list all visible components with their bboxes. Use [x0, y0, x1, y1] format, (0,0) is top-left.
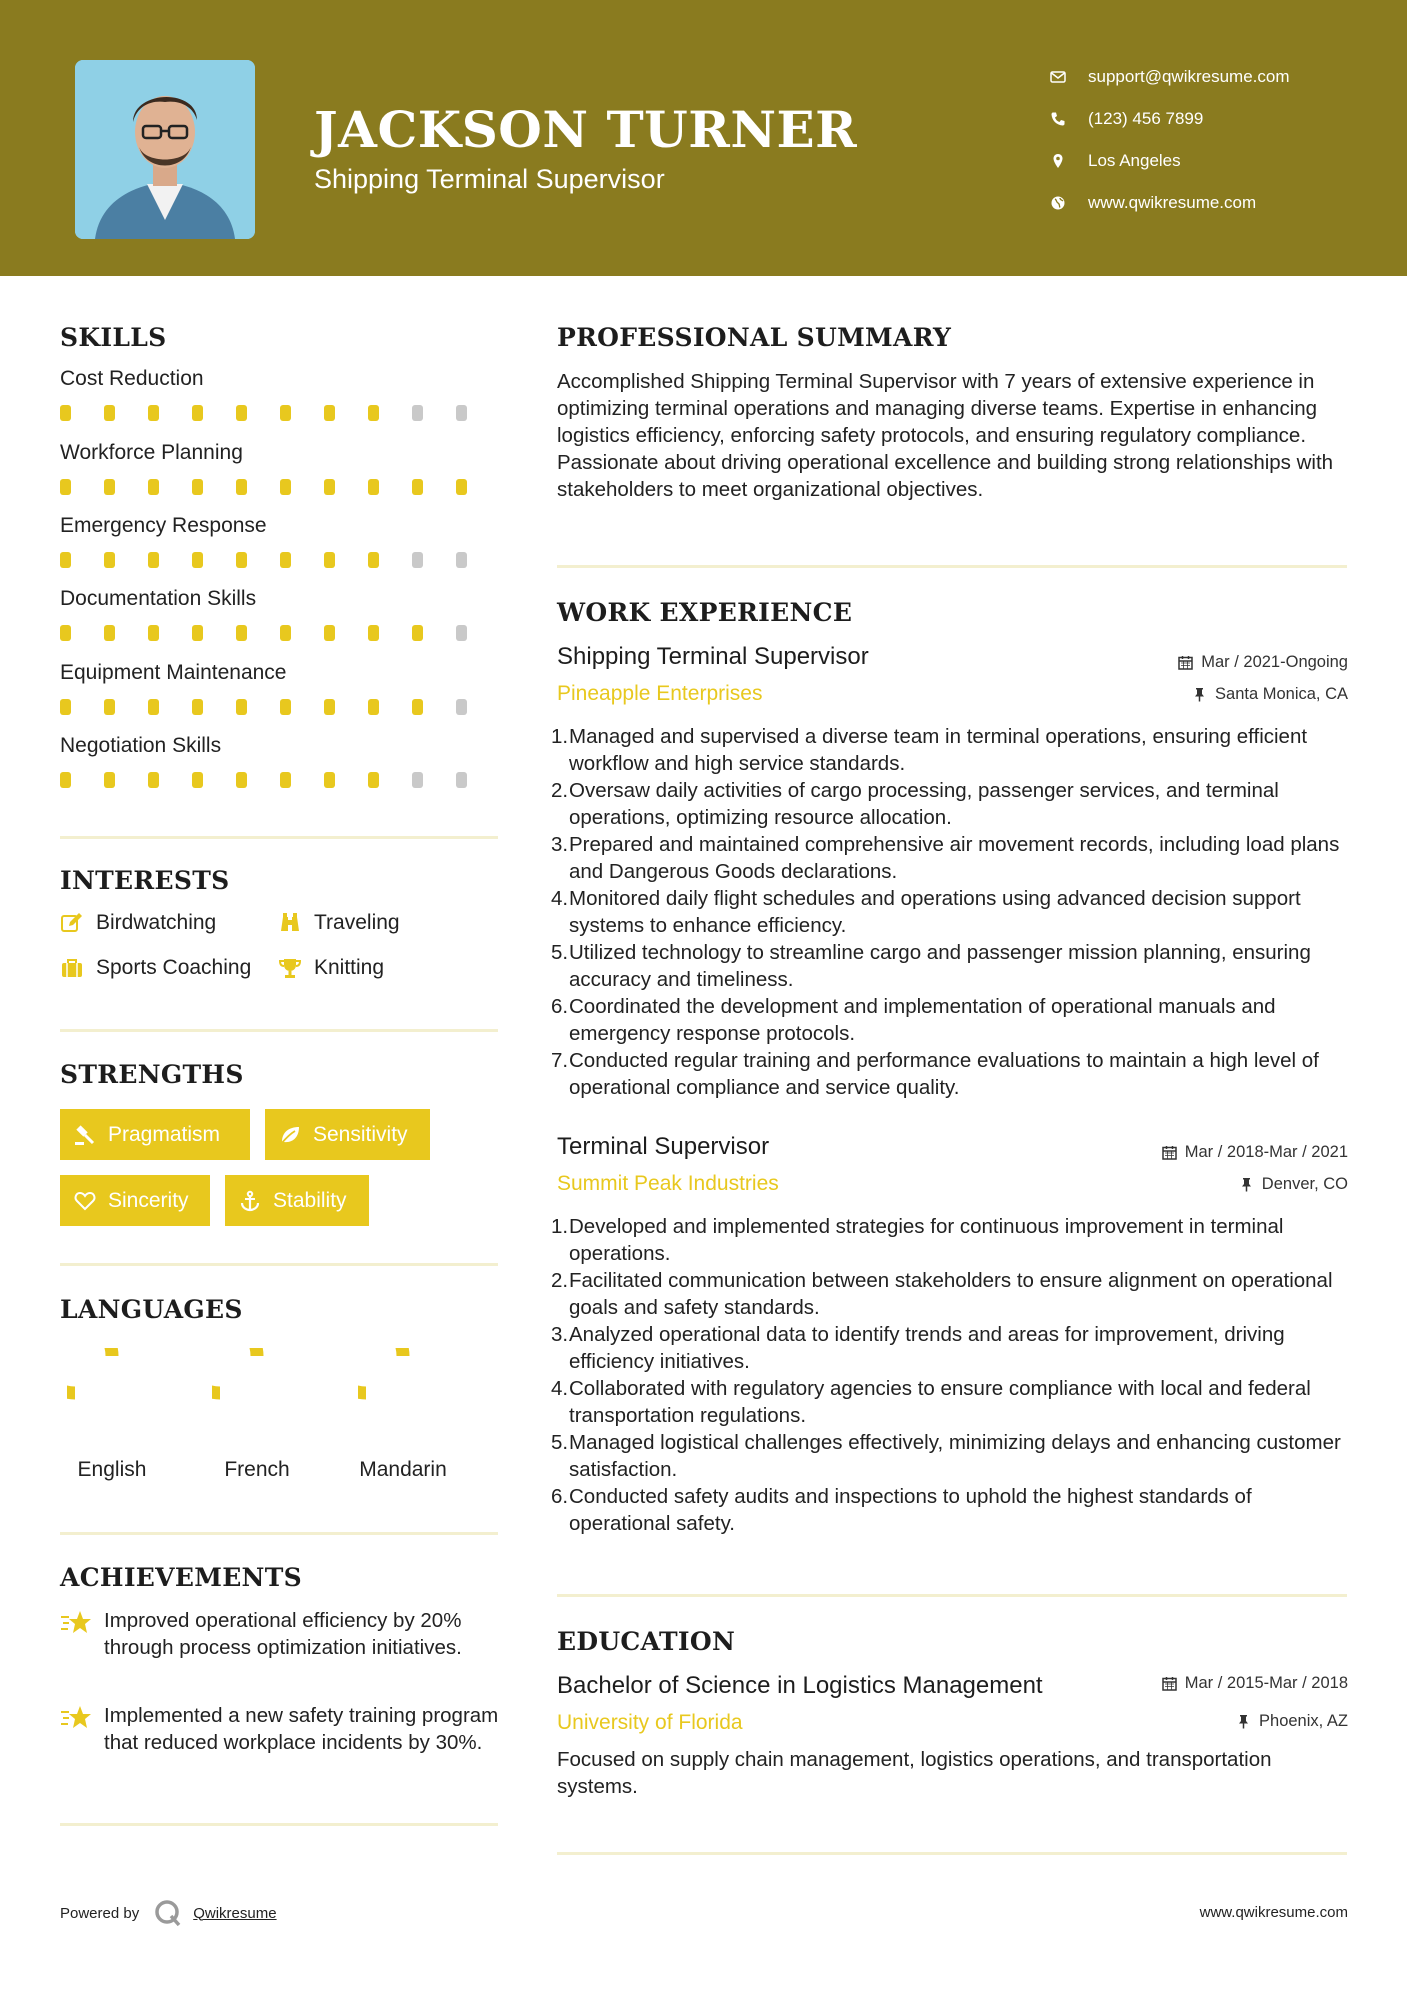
- job-dates: [1162, 1143, 1348, 1162]
- skill-dot-filled: [412, 625, 423, 641]
- language-arc: [67, 1348, 112, 1393]
- skill-item: [60, 734, 500, 788]
- duty-item: 2. Oversaw daily activities of cargo processing, passenger services, and terminal operations, optimizing resource allocation.: [557, 777, 1357, 831]
- interest-item: [278, 956, 384, 980]
- skill-dot-filled: [236, 479, 247, 495]
- pushpin-icon: [1236, 1714, 1251, 1729]
- section-divider: [60, 1029, 498, 1032]
- duty-list: [551, 723, 1357, 1101]
- skill-dot-filled: [192, 772, 203, 788]
- skill-dot-filled: [192, 699, 203, 715]
- achievement-item: [60, 1607, 500, 1661]
- duty-text: Prepared and maintained comprehensive air movement records, including load plans and Dangerous Goods declarations.: [569, 833, 1340, 883]
- envelope-icon: [1050, 69, 1066, 85]
- duty-text: Conducted safety audits and inspections to uphold the highest standards of operational safety.: [569, 1485, 1252, 1535]
- strength-badge: [60, 1175, 210, 1226]
- contact-location-text: Los Angeles: [1088, 151, 1181, 170]
- skill-dot-filled: [148, 625, 159, 641]
- duty-item: 1. Managed and supervised a diverse team in terminal operations, ensuring efficient workflow and high service standards.: [557, 723, 1357, 777]
- footer-branding: [60, 1898, 277, 1928]
- trophy-icon: [278, 956, 302, 980]
- candidate-name: JACKSON TURNER: [314, 100, 858, 159]
- strength-badge: [225, 1175, 369, 1226]
- company-name: Summit Peak Industries: [557, 1172, 779, 1195]
- interest-item: [60, 956, 251, 980]
- achievement-text: Improved operational efficiency by 20% through process optimization initiatives.: [104, 1609, 462, 1659]
- skill-dot-filled: [412, 699, 423, 715]
- contact-location: [1050, 140, 1290, 182]
- pushpin-icon: [1192, 687, 1207, 702]
- job-location-text: Denver, CO: [1261, 1175, 1348, 1193]
- section-divider: [60, 1823, 498, 1826]
- duty-item: 2. Facilitated communication between stakeholders to ensure alignment on operational goals and safety standards.: [557, 1267, 1357, 1321]
- skill-dot-filled: [456, 479, 467, 495]
- skill-dot-filled: [368, 772, 379, 788]
- skill-dot-filled: [148, 699, 159, 715]
- duty-text: Analyzed operational data to identify trends and areas for improvement, driving efficiency initiatives.: [569, 1323, 1285, 1373]
- skill-dot-filled: [280, 699, 291, 715]
- skill-name: Negotiation Skills: [60, 734, 222, 757]
- candidate-title: Shipping Terminal Supervisor: [314, 164, 665, 194]
- profile-photo: [75, 60, 255, 239]
- duty-item: 1. Developed and implemented strategies for continuous improvement in terminal operations.: [557, 1213, 1357, 1267]
- skill-dot-filled: [324, 699, 335, 715]
- strength-badge: [265, 1109, 430, 1160]
- education-heading: EDUCATION: [557, 1627, 736, 1656]
- job-title: Shipping Terminal Supervisor: [557, 643, 869, 670]
- skill-dot-filled: [236, 772, 247, 788]
- anchor-icon: [239, 1190, 261, 1212]
- interest-item: [278, 911, 400, 935]
- duty-item: 3. Analyzed operational data to identify trends and areas for improvement, driving efficiency initiatives.: [557, 1321, 1357, 1375]
- duty-text: Facilitated communication between stakeholders to ensure alignment on operational goals and safety standards.: [569, 1269, 1333, 1319]
- interest-label: Sports Coaching: [96, 956, 252, 979]
- duty-text: Conducted regular training and performance evaluations to maintain a high level of operational compliance and service quality.: [569, 1049, 1319, 1099]
- skill-dot-filled: [192, 625, 203, 641]
- languages-heading: LANGUAGES: [60, 1295, 243, 1324]
- skill-dot-filled: [148, 479, 159, 495]
- section-divider: [557, 1594, 1347, 1597]
- education-dates-text: Mar / 2015-Mar / 2018: [1184, 1674, 1348, 1692]
- header-banner: [0, 0, 1407, 276]
- language-gauge: [358, 1348, 448, 1438]
- skill-dot-filled: [368, 552, 379, 568]
- skill-dot-filled: [324, 625, 335, 641]
- language-gauge: [212, 1348, 302, 1438]
- job-title: Terminal Supervisor: [557, 1133, 770, 1160]
- calendar-icon: [1178, 655, 1193, 670]
- skill-dot-filled: [192, 479, 203, 495]
- language-item: [202, 1348, 312, 1482]
- interest-item: [60, 911, 216, 935]
- job-dates-text: Mar / 2021-Ongoing: [1201, 653, 1348, 671]
- skill-dot-filled: [324, 552, 335, 568]
- skill-item: [60, 661, 500, 715]
- skill-dot-filled: [368, 479, 379, 495]
- skill-rating: [60, 405, 500, 421]
- experience-heading: WORK EXPERIENCE: [557, 598, 853, 627]
- skill-dot-filled: [236, 625, 247, 641]
- interest-label: Knitting: [314, 956, 385, 979]
- contact-phone[interactable]: [1050, 98, 1290, 140]
- education-location: [1236, 1712, 1348, 1731]
- skill-dot-empty: [456, 552, 467, 568]
- skill-dot-filled: [324, 772, 335, 788]
- skill-dot-filled: [104, 772, 115, 788]
- skill-dot-filled: [236, 552, 247, 568]
- contact-website-text: www.qwikresume.com: [1088, 193, 1257, 212]
- summary-text: Accomplished Shipping Terminal Supervisor with 7 years of extensive experience in optimizing terminal operations and managing diverse teams. Expertise in enhancing logistics efficiency, enforcing safety protocols, and ensuring regulatory compliance. Passionate about driving operational excellence and building strong relationships with stakeholders to meet organizational objectives.: [557, 370, 1334, 501]
- language-label: Mandarin: [359, 1458, 447, 1481]
- section-divider: [60, 1263, 498, 1266]
- leaf-icon: [279, 1124, 301, 1146]
- heart-icon: [74, 1190, 96, 1212]
- duty-text: Managed and supervised a diverse team in terminal operations, ensuring efficient workflow and high service standards.: [569, 725, 1308, 775]
- skill-dot-filled: [368, 699, 379, 715]
- skill-dot-filled: [60, 405, 71, 421]
- duty-item: 4. Collaborated with regulatory agencies to ensure compliance with local and federal transportation regulations.: [557, 1375, 1357, 1429]
- skill-item: [60, 367, 500, 421]
- skill-dot-empty: [412, 772, 423, 788]
- contact-phone-text: (123) 456 7899: [1088, 109, 1204, 128]
- duty-item: 7. Conducted regular training and performance evaluations to maintain a high level of operational compliance and service quality.: [557, 1047, 1357, 1101]
- skill-dot-empty: [412, 405, 423, 421]
- map-pin-icon: [1050, 153, 1066, 169]
- skill-dot-filled: [280, 479, 291, 495]
- skill-name: Workforce Planning: [60, 441, 243, 464]
- skill-rating: [60, 552, 500, 568]
- duty-text: Monitored daily flight schedules and operations using advanced decision support systems to enhance efficiency.: [569, 887, 1301, 937]
- skill-dot-filled: [280, 405, 291, 421]
- duty-text: Managed logistical challenges effectively, minimizing delays and enhancing customer satisfaction.: [569, 1431, 1341, 1481]
- skill-item: [60, 587, 500, 641]
- skill-dot-filled: [148, 772, 159, 788]
- skill-dot-filled: [280, 772, 291, 788]
- skill-dot-empty: [456, 699, 467, 715]
- strength-label: Sensitivity: [313, 1122, 408, 1146]
- job-location: [1192, 685, 1348, 704]
- skill-dot-filled: [192, 405, 203, 421]
- skill-dot-filled: [104, 699, 115, 715]
- skill-name: Equipment Maintenance: [60, 661, 287, 684]
- interest-label: Traveling: [314, 911, 400, 934]
- skill-dot-filled: [236, 405, 247, 421]
- skill-dot-filled: [148, 405, 159, 421]
- skills-heading: SKILLS: [60, 323, 167, 352]
- duty-item: 6. Conducted safety audits and inspections to uphold the highest standards of operational safety.: [557, 1483, 1357, 1537]
- education-dates: [1162, 1674, 1348, 1693]
- skill-dot-filled: [60, 625, 71, 641]
- duty-item: 5. Utilized technology to streamline cargo and passenger mission planning, ensuring accuracy and timeliness.: [557, 939, 1357, 993]
- briefcase-icon: [60, 956, 84, 980]
- brand-link[interactable]: Qwikresume: [193, 1904, 277, 1922]
- contact-email-text: support@qwikresume.com: [1088, 67, 1290, 86]
- language-gauge: [67, 1348, 157, 1438]
- skill-dot-filled: [280, 552, 291, 568]
- skill-dot-filled: [104, 479, 115, 495]
- language-arc: [358, 1348, 403, 1393]
- interests-heading: INTERESTS: [60, 866, 230, 895]
- skill-dot-filled: [60, 772, 71, 788]
- skill-item: [60, 514, 500, 568]
- skill-dot-filled: [368, 405, 379, 421]
- skill-rating: [60, 479, 500, 495]
- star-icon: [60, 1609, 92, 1637]
- language-label: French: [224, 1458, 290, 1481]
- duty-text: Developed and implemented strategies for continuous improvement in terminal operations.: [569, 1215, 1284, 1265]
- skill-dot-empty: [412, 552, 423, 568]
- section-divider: [60, 1532, 498, 1535]
- skill-dot-filled: [104, 625, 115, 641]
- skill-dot-empty: [456, 772, 467, 788]
- degree-title: Bachelor of Science in Logistics Management: [557, 1672, 1043, 1699]
- calendar-icon: [1162, 1145, 1177, 1160]
- duty-text: Utilized technology to streamline cargo and passenger mission planning, ensuring accuracy and timeliness.: [569, 941, 1311, 991]
- skill-dot-empty: [456, 625, 467, 641]
- duty-list: [551, 1213, 1357, 1537]
- strength-label: Pragmatism: [108, 1122, 221, 1146]
- strength-label: Sincerity: [108, 1188, 189, 1212]
- duty-item: 6. Coordinated the development and implementation of operational manuals and emergency response protocols.: [557, 993, 1357, 1047]
- language-label: English: [77, 1458, 147, 1481]
- star-icon: [60, 1704, 92, 1732]
- achievements-heading: ACHIEVEMENTS: [60, 1563, 302, 1592]
- pushpin-icon: [1239, 1177, 1254, 1192]
- phone-icon: [1050, 111, 1066, 127]
- binoculars-icon: [278, 911, 302, 935]
- calendar-icon: [1162, 1676, 1177, 1691]
- section-divider: [60, 836, 498, 839]
- summary-heading: PROFESSIONAL SUMMARY: [557, 323, 952, 352]
- gavel-icon: [74, 1124, 96, 1146]
- duty-text: Coordinated the development and implementation of operational manuals and emergency response protocols.: [569, 995, 1276, 1045]
- powered-by-text: Powered by: [60, 1904, 140, 1922]
- strength-badge: [60, 1109, 250, 1160]
- skill-name: Cost Reduction: [60, 367, 204, 390]
- skill-dot-filled: [280, 625, 291, 641]
- job-location: [1239, 1175, 1348, 1194]
- duty-item: 4. Monitored daily flight schedules and operations using advanced decision support systems to enhance efficiency.: [557, 885, 1357, 939]
- strength-label: Stability: [273, 1188, 347, 1212]
- skill-item: [60, 441, 500, 495]
- interest-label: Birdwatching: [96, 911, 217, 934]
- footer-website[interactable]: www.qwikresume.com: [1199, 1904, 1348, 1921]
- strengths-heading: STRENGTHS: [60, 1060, 244, 1089]
- job-dates: [1178, 653, 1348, 672]
- skill-dot-filled: [192, 552, 203, 568]
- duty-text: Collaborated with regulatory agencies to ensure compliance with local and federal transportation regulations.: [569, 1377, 1311, 1427]
- skill-dot-filled: [324, 405, 335, 421]
- achievement-text: Implemented a new safety training program that reduced workplace incidents by 30%.: [104, 1704, 499, 1754]
- skill-dot-filled: [148, 552, 159, 568]
- language-item: [348, 1348, 458, 1482]
- skill-rating: [60, 625, 500, 641]
- skill-dot-filled: [60, 699, 71, 715]
- qwikresume-logo-icon: [153, 1898, 183, 1928]
- skill-dot-filled: [236, 699, 247, 715]
- education-description: Focused on supply chain management, logistics operations, and transportation systems.: [557, 1748, 1272, 1798]
- language-arc: [212, 1348, 257, 1393]
- skill-dot-empty: [456, 405, 467, 421]
- contact-info: [1050, 56, 1290, 224]
- contact-website[interactable]: [1050, 182, 1290, 224]
- education-location-text: Phoenix, AZ: [1259, 1712, 1348, 1730]
- duty-text: Oversaw daily activities of cargo processing, passenger services, and terminal operations, optimizing resource allocation.: [569, 779, 1279, 829]
- skill-dot-filled: [60, 479, 71, 495]
- job-dates-text: Mar / 2018-Mar / 2021: [1184, 1143, 1348, 1161]
- skill-dot-filled: [104, 552, 115, 568]
- language-item: [57, 1348, 167, 1482]
- achievement-item: [60, 1702, 500, 1756]
- job-location-text: Santa Monica, CA: [1215, 685, 1348, 703]
- duty-item: 5. Managed logistical challenges effectively, minimizing delays and enhancing customer satisfaction.: [557, 1429, 1357, 1483]
- school-name: University of Florida: [557, 1711, 743, 1734]
- globe-icon: [1050, 195, 1066, 211]
- skill-dot-filled: [412, 479, 423, 495]
- skill-rating: [60, 772, 500, 788]
- section-divider: [557, 1852, 1347, 1855]
- skill-dot-filled: [60, 552, 71, 568]
- skill-dot-filled: [368, 625, 379, 641]
- skill-rating: [60, 699, 500, 715]
- company-name: Pineapple Enterprises: [557, 682, 763, 705]
- pencil-icon: [60, 911, 84, 935]
- contact-email[interactable]: [1050, 56, 1290, 98]
- skill-dot-filled: [324, 479, 335, 495]
- skill-dot-filled: [104, 405, 115, 421]
- section-divider: [557, 565, 1347, 568]
- duty-item: 3. Prepared and maintained comprehensive air movement records, including load plans and Dangerous Goods declarations.: [557, 831, 1357, 885]
- skill-name: Emergency Response: [60, 514, 267, 537]
- skill-name: Documentation Skills: [60, 587, 257, 610]
